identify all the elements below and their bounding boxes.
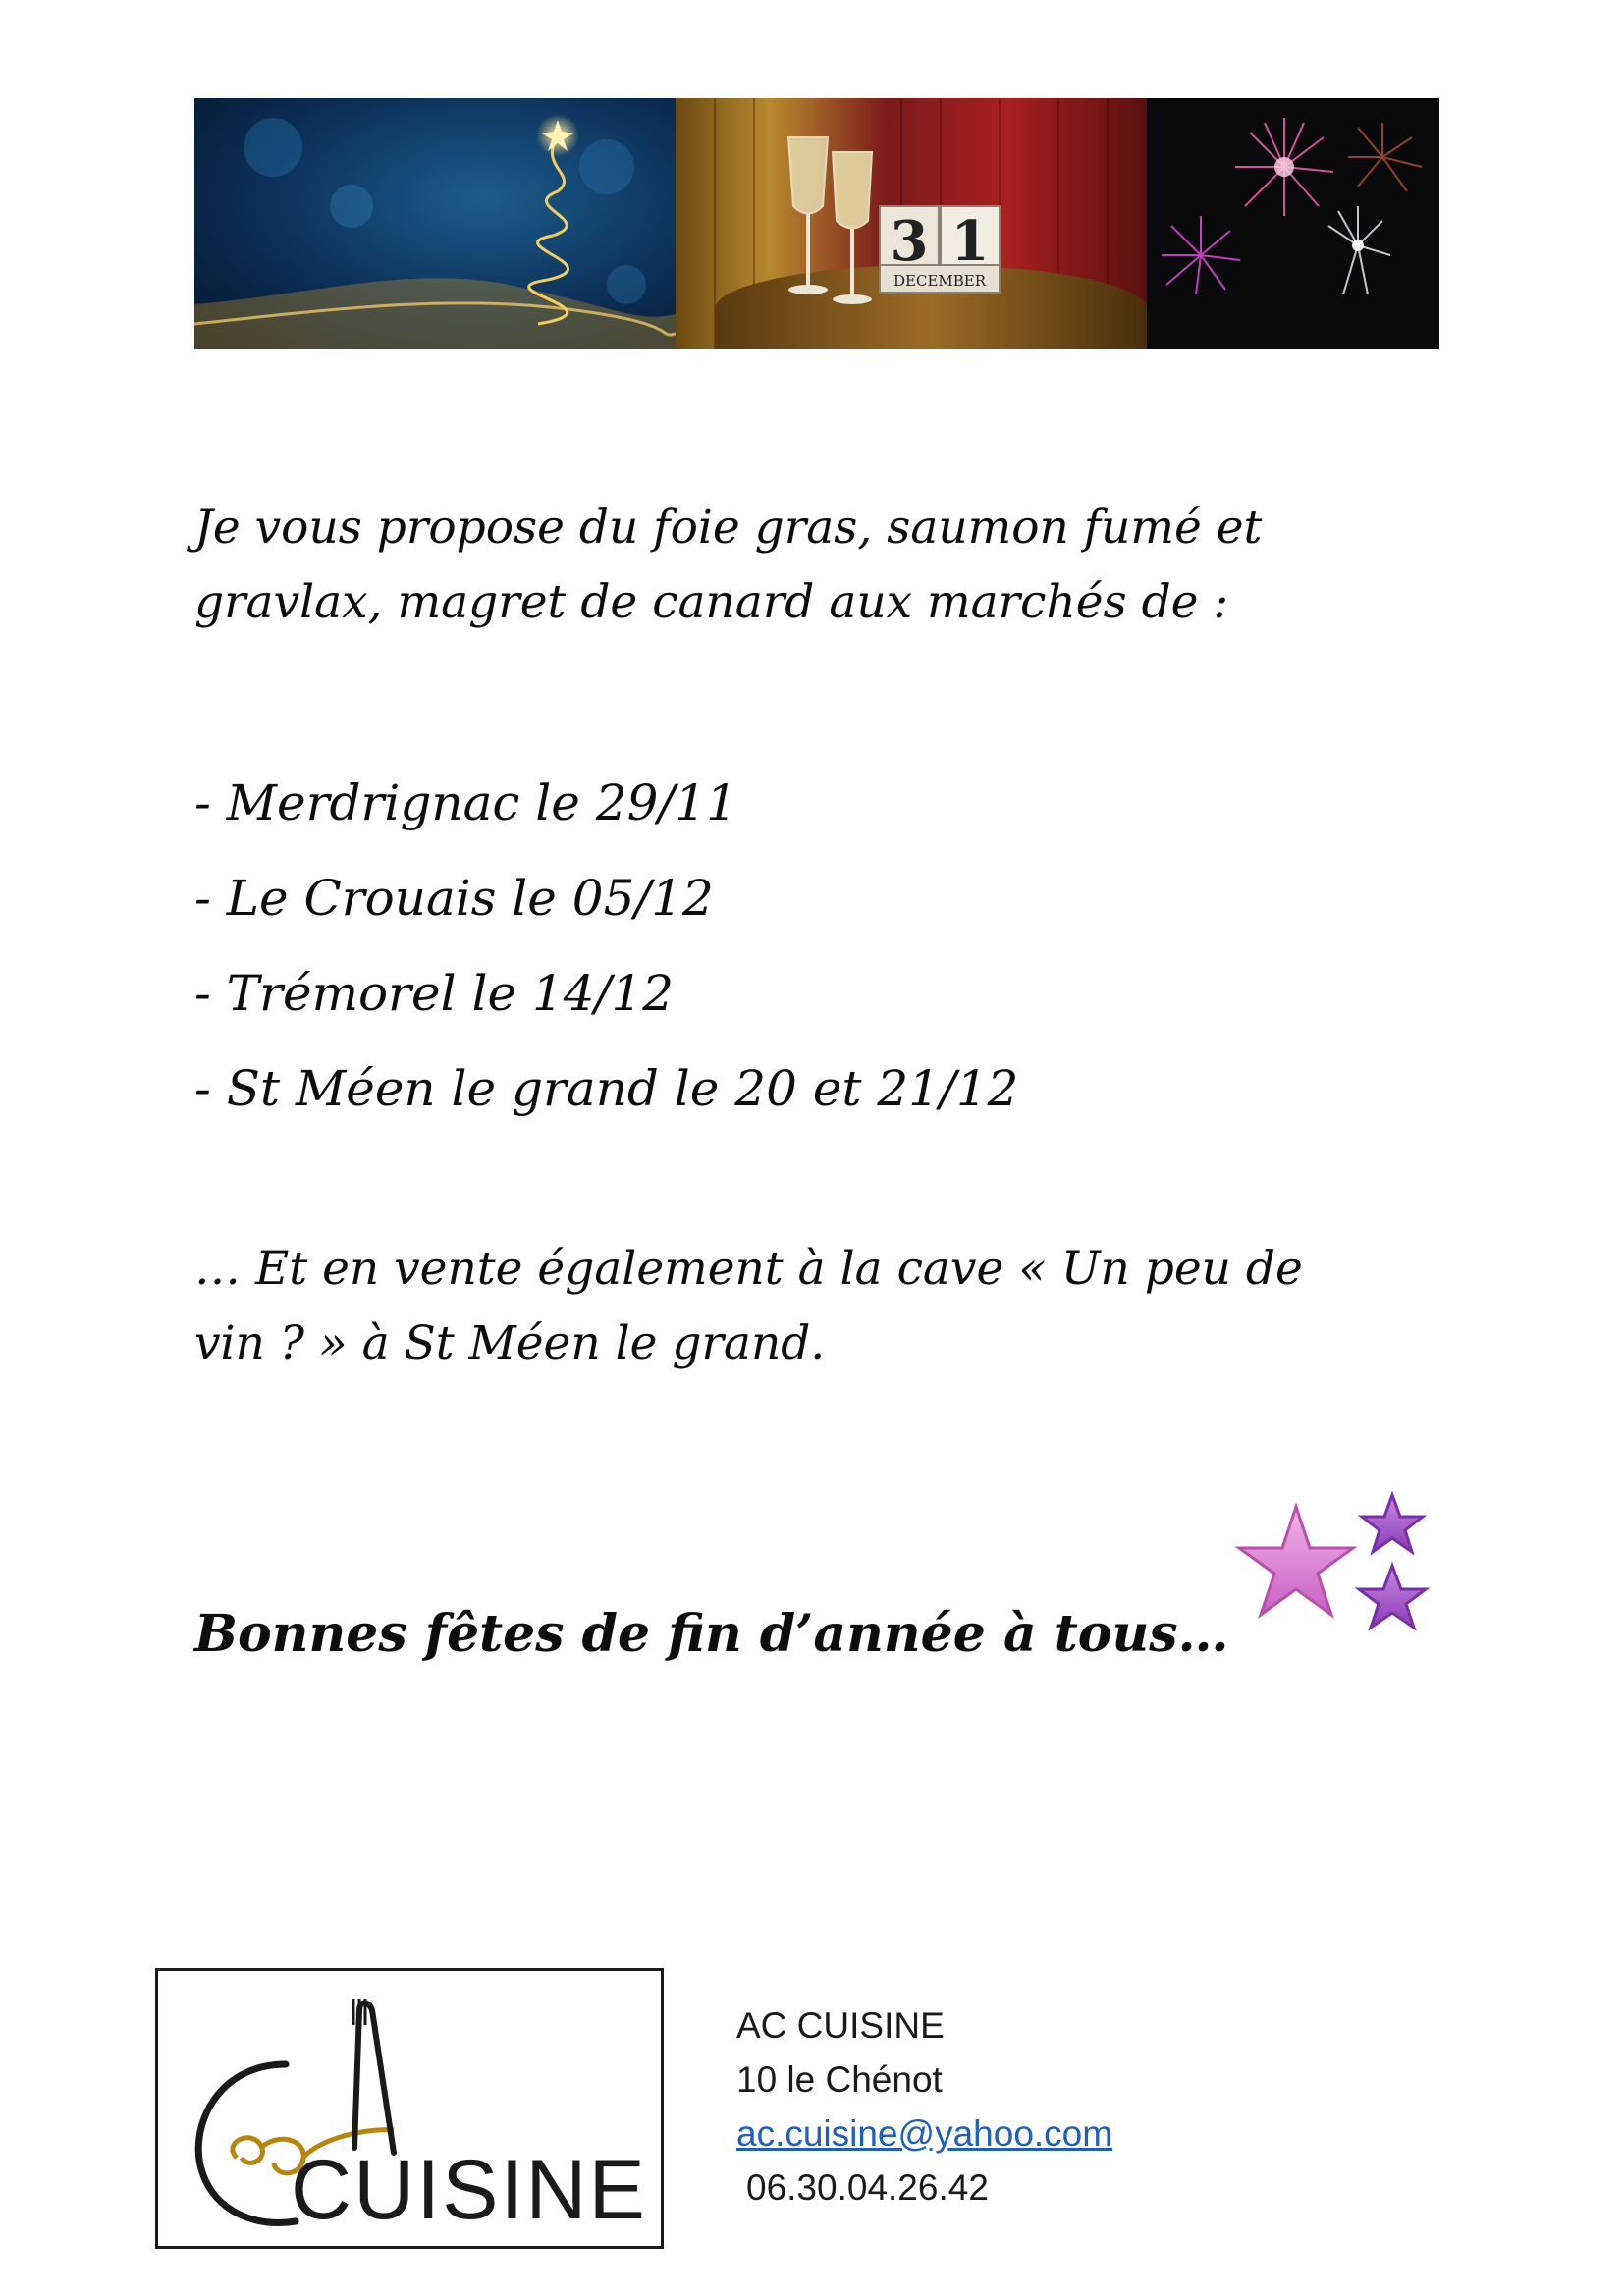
company-name: AC CUISINE bbox=[736, 2005, 945, 2046]
intro-paragraph: Je vous propose du foie gras, saumon fumé et gravlax, magret de canard aux marchés de : bbox=[194, 501, 1263, 629]
holiday-greeting: Bonnes fêtes de fin d’année à tous… bbox=[194, 1604, 1229, 1664]
stars-icon bbox=[1225, 1487, 1441, 1659]
phone-number: 06.30.04.26.42 bbox=[746, 2167, 989, 2208]
calendar-month: DECEMBER bbox=[893, 272, 987, 290]
calendar-day-1: 3 bbox=[890, 209, 929, 274]
champagne-calendar-image bbox=[676, 98, 1147, 349]
list-item: - Trémorel le 14/12 bbox=[194, 965, 675, 1022]
contact-block bbox=[736, 1999, 1112, 2215]
calendar-day-2: 1 bbox=[950, 209, 990, 274]
logo-wordmark: CUISINE bbox=[291, 2143, 647, 2237]
fireworks-image bbox=[1147, 98, 1439, 349]
cuisine-logo bbox=[155, 1968, 664, 2249]
also-available-paragraph: … Et en vente également à la cave « Un peu de vin ? » à St Méen le grand. bbox=[194, 1242, 1303, 1370]
header-banner bbox=[194, 98, 1439, 349]
christmas-tree-image bbox=[194, 98, 676, 349]
list-item: - St Méen le grand le 20 et 21/12 bbox=[194, 1060, 1019, 1117]
markets-list bbox=[194, 756, 1018, 1137]
company-address: 10 le Chénot bbox=[736, 2059, 943, 2100]
list-item: - Le Crouais le 05/12 bbox=[194, 870, 714, 927]
email-link[interactable]: ac.cuisine@yahoo.com bbox=[736, 2113, 1113, 2154]
list-item: - Merdrignac le 29/11 bbox=[194, 774, 737, 831]
